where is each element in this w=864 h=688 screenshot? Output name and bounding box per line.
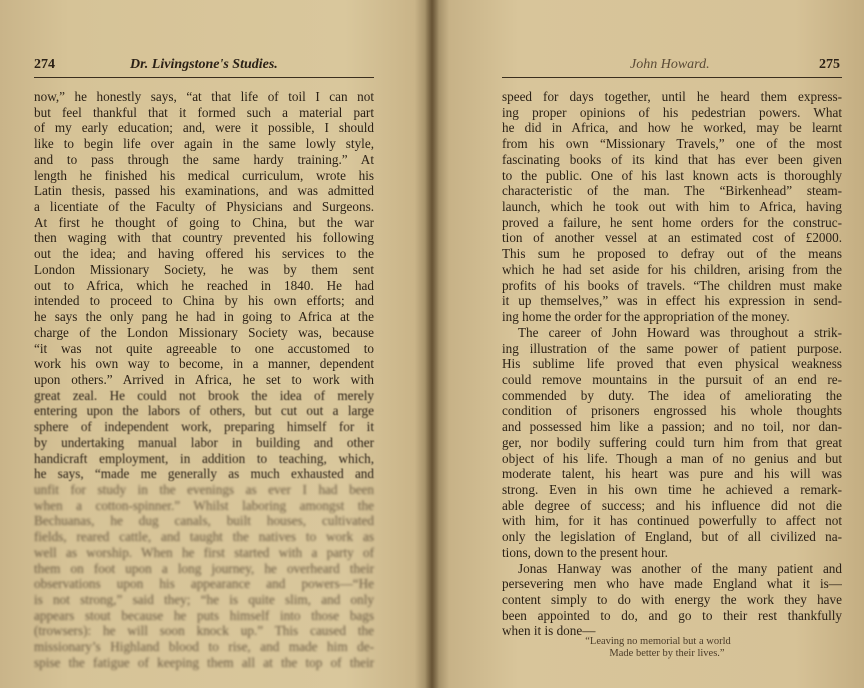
text-line: intended to proceed to China by his own efforts; and [34, 293, 374, 309]
text-line: he says, “made me generally as much exhausted and [34, 466, 374, 482]
text-line: a licentiate of the Faculty of Physicians and Surgeons. [34, 199, 374, 215]
text-line: out the idea; and having offered his services to the [34, 246, 374, 262]
text-line: persevering men who have made England what it is— [502, 576, 842, 592]
right-header-rule [502, 77, 842, 78]
text-line: by undertaking manual labor in building and other [34, 434, 374, 450]
text-line: “it was not quite agreeable to one accustomed to [34, 340, 374, 356]
left-running-title: Dr. Livingstone's Studies. [130, 57, 278, 72]
text-line: entering upon the labors of others, but cut out a large [34, 403, 374, 419]
text-line: is not strong,” said they; “he is quite slim, and only [34, 592, 374, 607]
text-line: content simply to do with energy the work they have [502, 592, 842, 607]
text-line: Latin thesis, passed his examinations, and was admitted [34, 183, 374, 199]
text-line: when a cotton-spinner.” Whilst laboring amongst the [34, 497, 374, 513]
text-line: fields, reared cattle, and taught the natives to work as [34, 529, 374, 545]
right-page-header [500, 54, 840, 76]
text-line: he did in Africa, and how he worked, may be learnt [502, 120, 842, 136]
text-line: which he had set aside for his children, arising from the [502, 261, 842, 277]
right-running-title: John Howard. [630, 57, 710, 72]
text-line: moderate talent, his heart was pure and his will was [502, 466, 842, 482]
text-line: ing illustration of the same power of patient purpose. [502, 340, 842, 356]
right-page [432, 0, 864, 688]
text-line: speed for days together, until he heard them express- [502, 89, 842, 104]
text-line: tion of another vessel at an estimated cost of £2000. [502, 230, 842, 246]
text-line: ing home the order for the appropriation of the money. [502, 309, 790, 325]
left-page-body [34, 89, 374, 671]
text-line: Jonas Hanway was another of the many patient and [518, 560, 842, 576]
closing-quote [558, 636, 758, 660]
text-line: characteristic of the man. The “Birkenhead” steam- [502, 183, 842, 199]
text-line: could remove mountains in the pursuit of an end re- [502, 371, 842, 387]
text-line: ger, nor bodily suffering could turn him from that great [502, 434, 842, 450]
text-line: His sublime life proved that even physical weakness [502, 356, 842, 372]
text-line: launch, which he took out with him to Africa, having [502, 199, 842, 215]
text-line: now,” he honestly says, “at that life of toil I can not [34, 89, 374, 104]
text-line: object of his life. Though a man of no genius and but [502, 450, 842, 466]
left-header-rule [34, 77, 374, 78]
text-line: from his own “Missionary Travels,” one of the most [502, 136, 842, 152]
right-page-body [502, 89, 842, 639]
text-line: work his own way to become, in a manner, dependent [34, 356, 374, 372]
text-line: then waging with that country prevented his following [34, 230, 374, 246]
text-line: sphere of independent work, preparing himself for it [34, 419, 374, 435]
text-line: handicraft employment, in addition to teaching, which, [34, 450, 374, 466]
text-line: London Missionary Society, he was by them sent [34, 261, 374, 277]
text-line: and possessed him like a passion; and no toil, nor dan- [502, 419, 842, 435]
text-line: profits of his books of travels. “The children must make [502, 277, 842, 293]
text-line: condition of prisoners engrossed his whole thoughts [502, 403, 842, 419]
quote-line: Made better by their lives.” [609, 648, 725, 659]
text-line: like to begin life over again in the same lowly style, [34, 136, 374, 152]
text-line: been appointed to do, and go to their rest thankfully [502, 607, 842, 623]
text-line: Bechuanas, he dug canals, built houses, cultivated [34, 513, 374, 529]
text-line: fascinating books of its kind that has ever been given [502, 151, 842, 167]
text-line: missionary’s Highland blood to rise, and made him de- [34, 639, 374, 655]
right-page-number: 275 [819, 57, 840, 72]
text-line: to the public. One of his last known acts is thoroughly [502, 167, 842, 183]
text-line: he says the only pang he had in going to Africa at the [34, 309, 374, 325]
text-line: spise the fatigue of keeping them all at the top of their [34, 654, 374, 670]
text-line: length he finished his medical curriculum, wrote his [34, 167, 374, 183]
text-line: of my early education; and, were it possible, I should [34, 120, 374, 136]
text-line: but feel thankful that it formed such a material part [34, 104, 374, 120]
text-line: them on foot upon a long journey, he overheard their [34, 560, 374, 576]
text-line: The career of John Howard was throughout a strik- [518, 324, 842, 340]
left-page-header [34, 54, 374, 76]
text-line: only the legislation of England, but of all civilized na- [502, 529, 842, 545]
text-line: tions, down to the present hour. [502, 544, 668, 560]
text-line: great zeal. He could not brook the idea of merely [34, 387, 374, 403]
text-line: (trowsers): he will soon knock up.” This caused the [34, 623, 374, 639]
text-line: and to pass through the same hardy training.” At [34, 151, 374, 167]
text-line: able degree of success; and his influence did not die [502, 497, 842, 513]
text-line: ing proper opinions of his pedestrian powers. What [502, 104, 842, 120]
text-line: strong. Even in his own time he achieved a remark- [502, 481, 842, 497]
quote-line: “Leaving no memorial but a world [585, 636, 731, 647]
text-line: charge of the London Missionary Society was, because [34, 324, 374, 340]
text-line: commended by duty. The idea of ameliorating the [502, 387, 842, 403]
left-page-number: 274 [34, 57, 55, 72]
text-line: This sum he proposed to defray out of the means [502, 246, 842, 262]
text-line: unfit for study in the evenings as ever I had been [34, 481, 374, 497]
text-line: At first he thought of going to China, but the war [34, 214, 374, 230]
text-line: when it is done— [502, 623, 596, 639]
text-line: it up themselves,” was in effect his expression in send- [502, 293, 842, 309]
text-line: proved a failure, he sent home orders for the construc- [502, 214, 842, 230]
text-line: with him, for it has continued powerfully to affect not [502, 513, 842, 529]
text-line: out to Africa, which he reached in 1840. He had [34, 277, 374, 293]
text-line: appears stout because he puts himself into those bags [34, 607, 374, 623]
text-line: observations upon his appearance and powers—“He [34, 576, 374, 592]
text-line: upon others.” Arrived in Africa, he set to work with [34, 371, 374, 387]
text-line: well as worship. When he first started with a party of [34, 544, 374, 560]
